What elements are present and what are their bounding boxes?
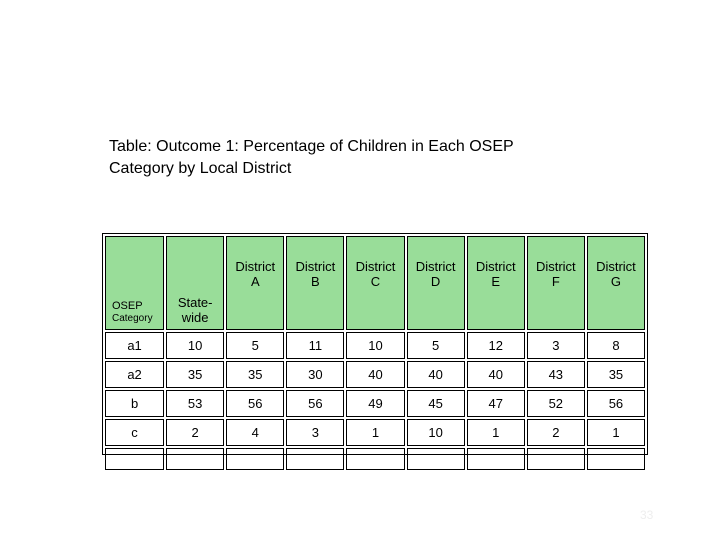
- statewide-cell: 53: [166, 390, 224, 417]
- district-f-header: [527, 236, 585, 330]
- district-a-cell: 5: [226, 332, 284, 359]
- district-header-letter: C: [370, 274, 381, 289]
- table-row-b: [105, 390, 645, 417]
- category-cell: b: [105, 390, 164, 417]
- district-header-letter: A: [250, 274, 260, 289]
- category-header-label: Category: [112, 313, 153, 324]
- district-f-cell: 2: [527, 419, 585, 446]
- table-row-c: [105, 419, 645, 446]
- statewide-header: [166, 236, 224, 330]
- table-title: [109, 136, 629, 180]
- district-g-cell: 1: [587, 419, 645, 446]
- table-row-a2: [105, 361, 645, 388]
- district-header-word: District: [295, 259, 336, 274]
- district-f-cell: 3: [527, 332, 585, 359]
- district-b-cell: 3: [286, 419, 344, 446]
- district-d-cell: 40: [407, 361, 465, 388]
- district-e-cell: 47: [467, 390, 525, 417]
- district-d-cell: 45: [407, 390, 465, 417]
- category-cell: c: [105, 419, 164, 446]
- district-a-cell: 35: [226, 361, 284, 388]
- osep-category-header: [105, 236, 164, 330]
- district-c-header: [346, 236, 404, 330]
- empty-cell: [527, 448, 585, 470]
- table-title-line-1: Table: Outcome 1: Percentage of Children in Each OSEP: [109, 138, 514, 155]
- outcome-table-frame: [102, 233, 648, 455]
- district-b-cell: 30: [286, 361, 344, 388]
- district-b-cell: 56: [286, 390, 344, 417]
- district-b-cell: 11: [286, 332, 344, 359]
- empty-cell: [407, 448, 465, 470]
- district-f-cell: 52: [527, 390, 585, 417]
- district-header-word: District: [235, 259, 276, 274]
- statewide-header-line-1: State-: [177, 295, 213, 310]
- district-d-cell: 5: [407, 332, 465, 359]
- district-a-cell: 56: [226, 390, 284, 417]
- district-g-cell: 56: [587, 390, 645, 417]
- district-c-cell: 40: [346, 361, 404, 388]
- table-header-row: [105, 236, 645, 330]
- district-a-header: [226, 236, 284, 330]
- district-c-cell: 10: [346, 332, 404, 359]
- district-header-letter: B: [311, 274, 320, 289]
- district-e-cell: 12: [467, 332, 525, 359]
- district-c-cell: 49: [346, 390, 404, 417]
- district-g-cell: 35: [587, 361, 645, 388]
- district-e-cell: 1: [467, 419, 525, 446]
- empty-cell: [166, 448, 224, 470]
- district-f-cell: 43: [527, 361, 585, 388]
- district-b-header: [286, 236, 344, 330]
- district-d-header: [407, 236, 465, 330]
- statewide-header-line-2: wide: [181, 310, 209, 325]
- district-e-cell: 40: [467, 361, 525, 388]
- district-a-cell: 4: [226, 419, 284, 446]
- district-c-cell: 1: [346, 419, 404, 446]
- table-row-a1: [105, 332, 645, 359]
- district-header-word: District: [535, 259, 576, 274]
- osep-header-label: OSEP: [112, 300, 143, 312]
- category-cell: a2: [105, 361, 164, 388]
- district-header-word: District: [596, 259, 636, 274]
- district-header-word: District: [355, 259, 396, 274]
- district-g-cell: 8: [587, 332, 645, 359]
- district-header-letter: D: [430, 274, 441, 289]
- outcome-table: [103, 234, 647, 472]
- empty-cell: [105, 448, 164, 470]
- empty-cell: [346, 448, 404, 470]
- district-header-word: District: [475, 259, 516, 274]
- district-e-header: [467, 236, 525, 330]
- table-title-line-2: Category by Local District: [109, 160, 292, 177]
- district-header-letter: G: [610, 274, 621, 289]
- empty-cell: [286, 448, 344, 470]
- table-row-empty: [105, 448, 645, 470]
- statewide-cell: 2: [166, 419, 224, 446]
- district-header-word: District: [415, 259, 456, 274]
- empty-cell: [467, 448, 525, 470]
- district-header-letter: F: [551, 274, 560, 289]
- statewide-cell: 10: [166, 332, 224, 359]
- district-header-letter: E: [491, 274, 501, 289]
- statewide-cell: 35: [166, 361, 224, 388]
- district-g-header: [587, 236, 645, 330]
- page-number: 33: [640, 508, 654, 522]
- category-cell: a1: [105, 332, 164, 359]
- empty-cell: [226, 448, 284, 470]
- district-d-cell: 10: [407, 419, 465, 446]
- empty-cell: [587, 448, 645, 470]
